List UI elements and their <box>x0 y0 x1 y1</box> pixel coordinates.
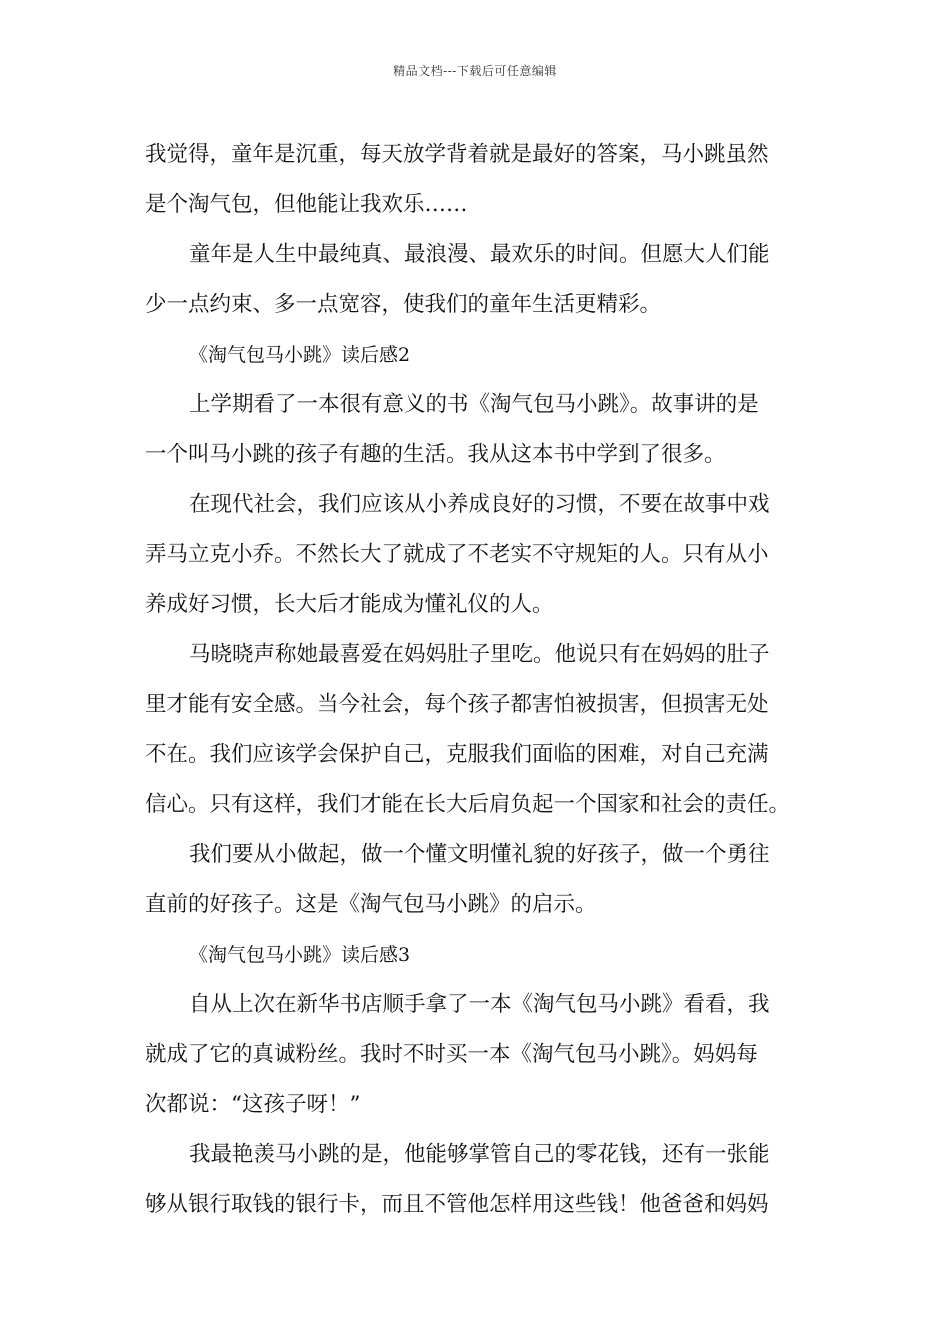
text-line: 在现代社会，我们应该从小养成良好的习惯，不要在故事中戏 <box>189 492 770 517</box>
text-line: 童年是人生中最纯真、最浪漫、最欢乐的时间。但愿大人们能 <box>189 242 770 267</box>
text-line: 不在。我们应该学会保护自己，克服我们面临的困难，对自己充满 <box>145 742 769 767</box>
text-line: 直前的好孩子。这是《淘气包马小跳》的启示。 <box>145 892 597 917</box>
text-line: 是个淘气包，但他能让我欢乐…… <box>145 192 468 217</box>
section-heading: 《淘气包马小跳》读后感3 <box>189 944 411 966</box>
text-line: 少一点约束、多一点宽容，使我们的童年生活更精彩。 <box>145 292 662 317</box>
text-line: 次都说：“这孩子呀！” <box>145 1092 361 1117</box>
page-header: 精品文档---下载后可任意编辑 <box>393 64 557 78</box>
text-line: 我最艳羡马小跳的是，他能够掌管自己的零花钱，还有一张能 <box>189 1142 770 1167</box>
text-line: 里才能有安全感。当今社会，每个孩子都害怕被损害，但损害无处 <box>145 692 769 717</box>
text-line: 我们要从小做起，做一个懂文明懂礼貌的好孩子，做一个勇往 <box>189 842 770 867</box>
text-line: 自从上次在新华书店顺手拿了一本《淘气包马小跳》看看，我 <box>189 992 770 1017</box>
document-body <box>145 130 807 1230</box>
text-line: 养成好习惯，长大后才能成为懂礼仪的人。 <box>145 592 554 617</box>
text-line: 弄马立克小乔。不然长大了就成了不老实不守规矩的人。只有从小 <box>145 542 769 567</box>
section-heading: 《淘气包马小跳》读后感2 <box>189 344 411 366</box>
text-line: 上学期看了一本很有意义的书《淘气包马小跳》。故事讲的是 <box>189 392 759 417</box>
text-line: 就成了它的真诚粉丝。我时不时买一本《淘气包马小跳》。妈妈每 <box>145 1042 758 1067</box>
text-line: 马晓晓声称她最喜爱在妈妈肚子里吃。他说只有在妈妈的肚子 <box>189 642 770 667</box>
text-line: 我觉得，童年是沉重，每天放学背着就是最好的答案，马小跳虽然 <box>145 142 769 167</box>
text-line: 信心。只有这样，我们才能在长大后肩负起一个国家和社会的责任。 <box>145 792 791 817</box>
text-line: 够从银行取钱的银行卡，而且不管他怎样用这些钱！他爸爸和妈妈 <box>145 1192 769 1217</box>
text-line: 一个叫马小跳的孩子有趣的生活。我从这本书中学到了很多。 <box>145 442 726 467</box>
